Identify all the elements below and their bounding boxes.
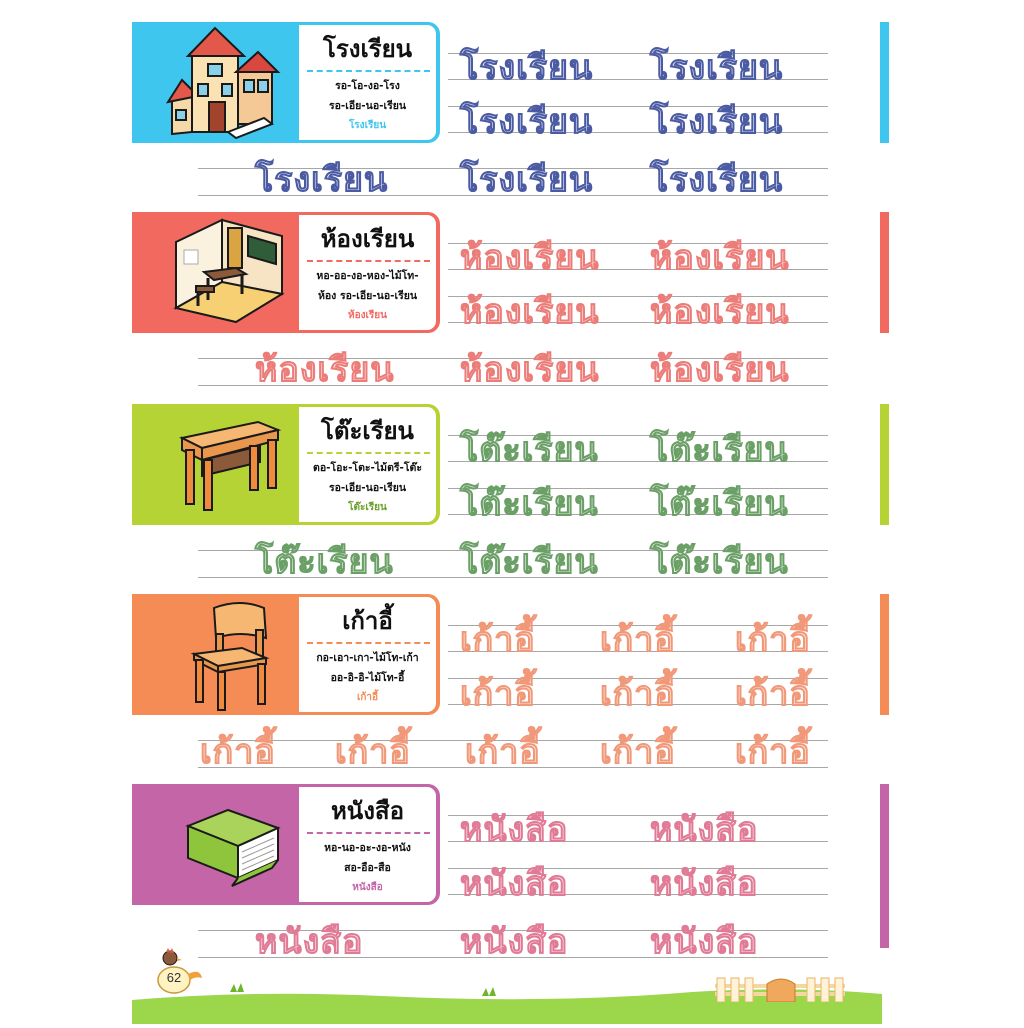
trace-word: หนังสือ	[650, 810, 759, 850]
word-title: โต๊ะเรียน	[321, 417, 414, 445]
trace-word: โต๊ะเรียน	[650, 430, 789, 470]
trace-word: เก้าอี้	[460, 620, 536, 660]
word-small: หนังสือ	[352, 882, 383, 893]
trace-word: เก้าอี้	[735, 732, 811, 772]
trace-word: โต๊ะเรียน	[460, 484, 599, 524]
trace-word: ห้องเรียน	[460, 292, 600, 332]
trace-word: ห้องเรียน	[650, 292, 790, 332]
word-small: โรงเรียน	[348, 120, 387, 131]
divider	[307, 260, 430, 262]
trace-word: โต๊ะเรียน	[650, 484, 789, 524]
section-book	[0, 784, 1024, 964]
trace-word: หนังสือ	[650, 864, 759, 904]
page-number: 62	[166, 970, 182, 985]
section-desk	[0, 404, 1024, 584]
book-icon	[132, 784, 297, 905]
section-chair	[0, 594, 1024, 774]
word-card	[132, 22, 440, 143]
word-small: เก้าอี้	[356, 692, 379, 703]
spelling-line-2: ออ-อิ-อิ-ไม้โท-อี้	[330, 672, 405, 684]
spelling-line-1: กอ-เอา-เกา-ไม้โท-เก้า	[316, 652, 419, 664]
trace-word: โรงเรียน	[650, 102, 784, 142]
fence-decoration	[715, 976, 845, 1002]
trace-word: เก้าอี้	[735, 620, 811, 660]
trace-word: เก้าอี้	[600, 674, 676, 714]
trace-word: หนังสือ	[650, 922, 759, 962]
divider	[307, 642, 430, 644]
trace-word: โรงเรียน	[460, 160, 594, 200]
word-small: โต๊ะเรียน	[348, 502, 387, 513]
word-panel	[299, 215, 436, 330]
trace-word: ห้องเรียน	[255, 350, 395, 390]
trace-word: เก้าอี้	[600, 620, 676, 660]
trace-word: เก้าอี้	[600, 732, 676, 772]
trace-word: ห้องเรียน	[460, 350, 600, 390]
section-school	[0, 22, 1024, 202]
trace-word: ห้องเรียน	[650, 350, 790, 390]
trace-word: เก้าอี้	[465, 732, 541, 772]
word-card	[132, 212, 440, 333]
trace-word: หนังสือ	[460, 864, 569, 904]
trace-word: เก้าอี้	[200, 732, 276, 772]
trace-word: โต๊ะเรียน	[255, 542, 394, 582]
color-bar	[880, 212, 889, 333]
word-panel	[299, 787, 436, 902]
spelling-line-2: สอ-อือ-สือ	[344, 862, 391, 874]
word-title: ห้องเรียน	[320, 225, 415, 253]
spelling-line-2: รอ-เอีย-นอ-เรียน	[328, 482, 407, 494]
school-building-icon	[132, 22, 297, 143]
section-classroom	[0, 212, 1024, 392]
trace-word: โรงเรียน	[650, 160, 784, 200]
classroom-icon	[132, 212, 297, 333]
trace-word: โต๊ะเรียน	[460, 542, 599, 582]
word-title: เก้าอี้	[342, 607, 393, 635]
trace-word: เก้าอี้	[735, 674, 811, 714]
word-small: ห้องเรียน	[348, 310, 387, 321]
trace-word: โรงเรียน	[255, 160, 389, 200]
color-bar	[880, 404, 889, 525]
spelling-line-2: ห้อง รอ-เอีย-นอ-เรียน	[317, 290, 418, 302]
color-bar	[880, 22, 889, 143]
trace-word: โต๊ะเรียน	[650, 542, 789, 582]
word-card	[132, 404, 440, 525]
word-title: โรงเรียน	[322, 35, 413, 63]
divider	[307, 832, 430, 834]
trace-word: เก้าอี้	[335, 732, 411, 772]
trace-word: โรงเรียน	[460, 48, 594, 88]
spelling-line-2: รอ-เอีย-นอ-เรียน	[328, 100, 407, 112]
chair-icon	[132, 594, 297, 715]
trace-word: หนังสือ	[460, 922, 569, 962]
trace-word: เก้าอี้	[460, 674, 536, 714]
word-panel	[299, 25, 436, 140]
trace-word: โรงเรียน	[460, 102, 594, 142]
spelling-line-1: รอ-โอ-งอ-โรง	[335, 80, 400, 92]
word-card	[132, 594, 440, 715]
word-title: หนังสือ	[330, 797, 404, 825]
trace-word: ห้องเรียน	[650, 238, 790, 278]
trace-word: โรงเรียน	[650, 48, 784, 88]
word-card	[132, 784, 440, 905]
spelling-line-1: ตอ-โอะ-โตะ-ไม้ตรี-โต๊ะ	[313, 462, 422, 474]
divider	[307, 452, 430, 454]
color-bar	[880, 594, 889, 715]
word-panel	[299, 407, 436, 522]
spelling-line-1: หอ-ออ-งอ-หอง-ไม้โท-	[316, 270, 419, 282]
school-desk-icon	[132, 404, 297, 525]
trace-word: หนังสือ	[460, 810, 569, 850]
trace-word: ห้องเรียน	[460, 238, 600, 278]
word-panel	[299, 597, 436, 712]
trace-word: โต๊ะเรียน	[460, 430, 599, 470]
trace-word: หนังสือ	[255, 922, 364, 962]
spelling-line-1: หอ-นอ-อะ-งอ-หนัง	[324, 842, 411, 854]
divider	[307, 70, 430, 72]
color-bar	[880, 784, 889, 948]
